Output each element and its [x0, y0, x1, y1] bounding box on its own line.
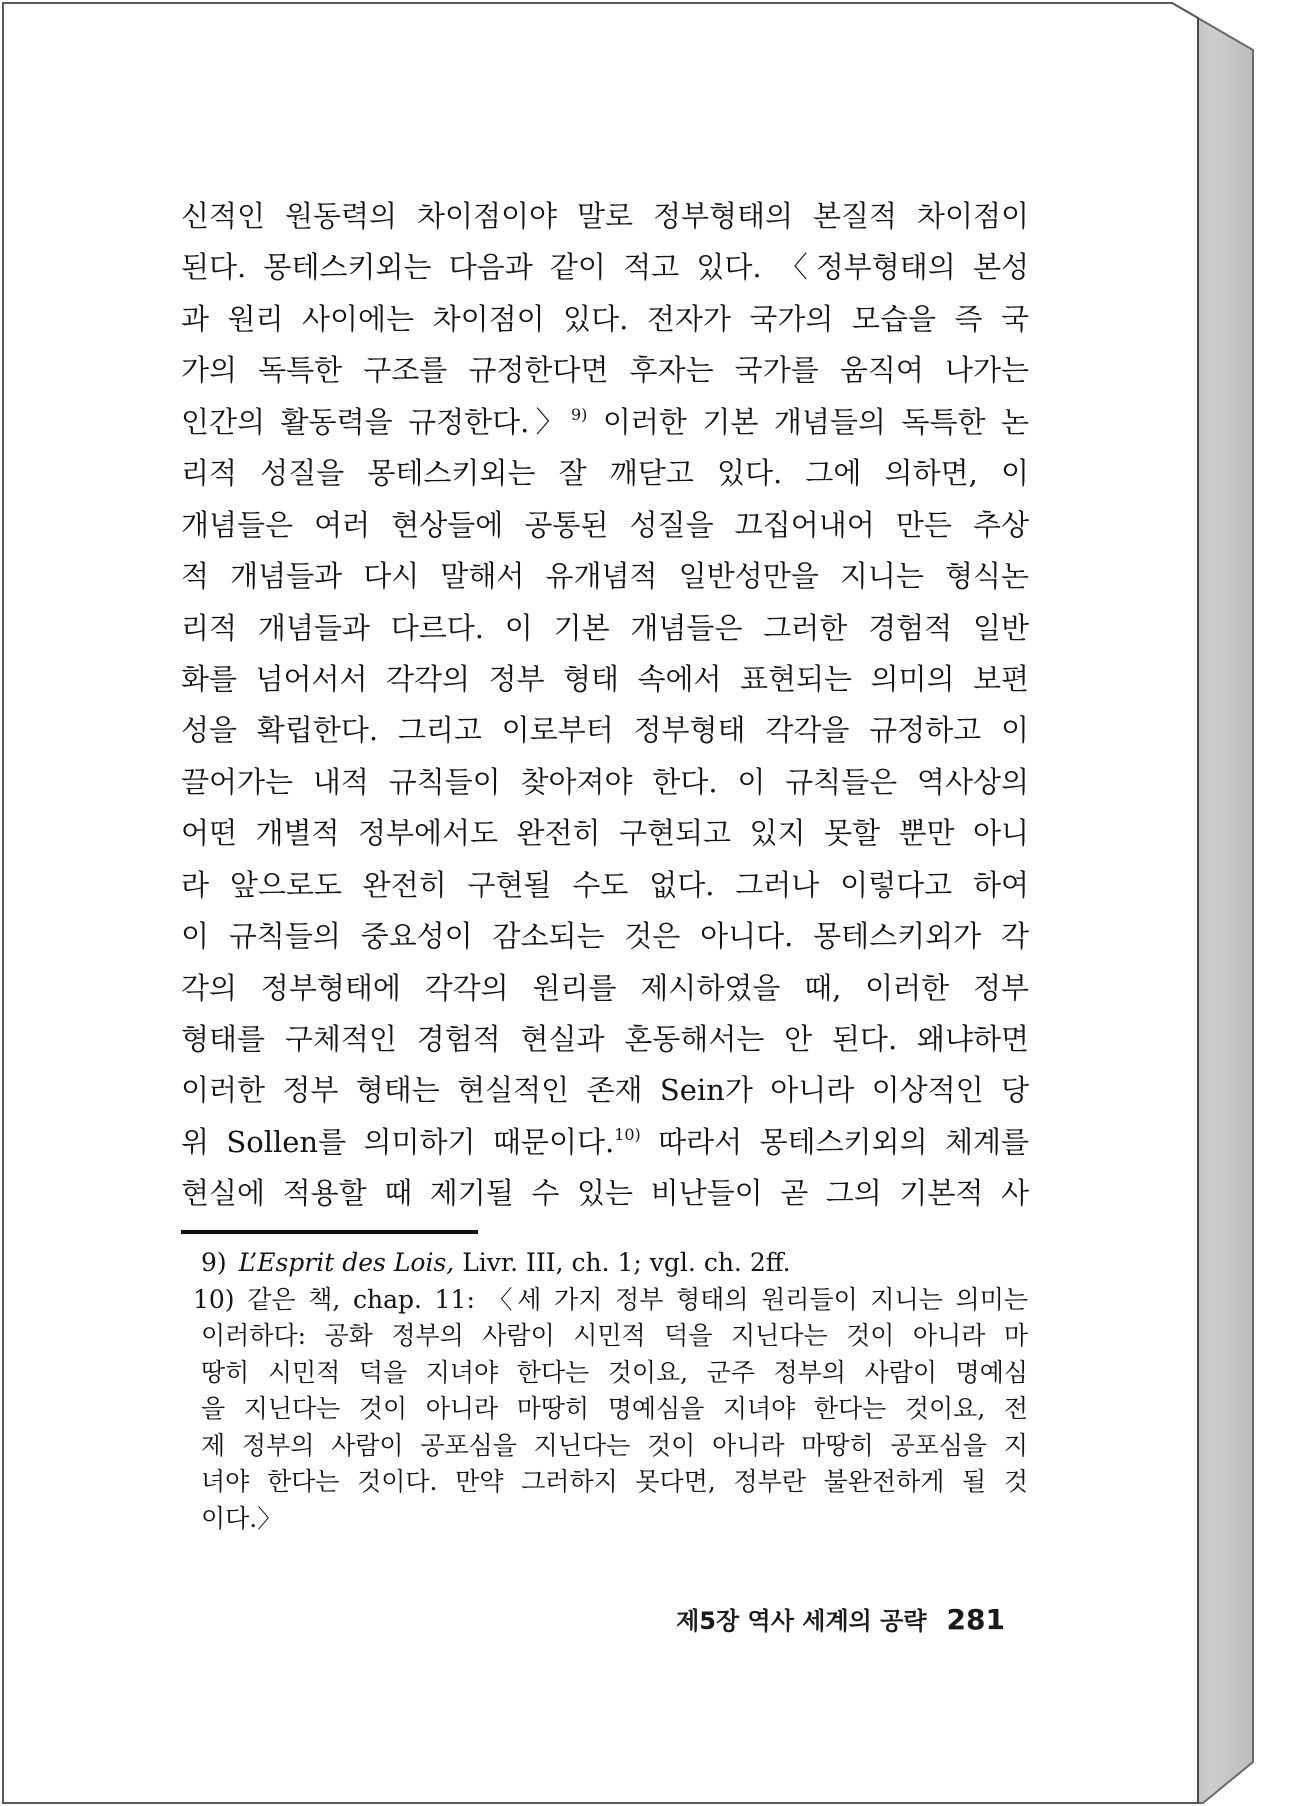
chapter-title: 제5장 역사 세계의 공략: [676, 1607, 927, 1635]
body-line: 신적인 원동력의 차이점이야 말로 정부형태의 본질적 차이점이: [181, 199, 1029, 233]
body-line: 라 앞으로도 완전히 구현될 수도 없다. 그러나 이렇다고 하여: [181, 867, 1029, 902]
body-line-text: 인간의 활동력을 규정한다.〉: [181, 404, 571, 439]
body-line: 과 원리 사이에는 차이점이 있다. 전자가 국가의 모습을 즉 국: [181, 301, 1029, 336]
body-line: 이 규칙들의 중요성이 감소되는 것은 아니다. 몽테스키외가 각: [181, 919, 1029, 954]
body-line: 적 개념들과 다시 말해서 유개념적 일반성만을 지니는 형식논: [181, 559, 1029, 594]
footnote-ref-9: 9): [570, 404, 588, 424]
running-footer: [676, 1600, 1005, 1640]
body-line: 된다. 몽테스키외는 다음과 같이 적고 있다. 〈정부형태의 본성: [181, 250, 1029, 285]
body-line: 리적 개념들과 다르다. 이 기본 개념들은 그러한 경험적 일반: [181, 610, 1029, 645]
footnote-label: 10): [193, 1284, 235, 1314]
body-line: 성을 확립한다. 그리고 이로부터 정부형태 각각을 규정하고 이: [181, 713, 1029, 748]
body-line-text-rest: 따라서 몽테스키외의 체계를: [640, 1124, 1029, 1159]
footnote-10-line: 이러하다: 공화 정부의 사람이 시민적 덕을 지닌다는 것이 아니라 마: [201, 1321, 1028, 1350]
body-line: 화를 넘어서서 각각의 정부 형태 속에서 표현되는 의미의 보편: [181, 661, 1029, 696]
body-line: 개념들은 여러 현상들에 공통된 성질을 끄집어내어 만든 추상: [181, 507, 1029, 542]
body-line: 이러한 정부 형태는 현실적인 존재 Sein가 아니라 이상적인 당: [181, 1073, 1029, 1108]
body-line-text: 위 Sollen를 의미하기 때문이다.: [181, 1124, 615, 1159]
footnote-separator: [181, 1230, 478, 1234]
body-text: [181, 191, 1029, 1220]
footnote-text: 같은 책, chap. 11: 〈세 가지 정부 형태의 원리들이 지니는 의미는: [247, 1284, 1029, 1314]
body-line: [181, 397, 1029, 448]
footnote-10-line: 을 지닌다는 것이 아니라 마땅히 명예심을 지녀야 한다는 것이요, 전: [201, 1394, 1028, 1423]
body-line: 현실에 적용할 때 제기될 수 있는 비난들이 곧 그의 기본적 사: [181, 1176, 1029, 1211]
footnote-10-line: 땅히 시민적 덕을 지녀야 한다는 것이요, 군주 정부의 사람이 명예심: [201, 1357, 1028, 1387]
footnote-9: [201, 1245, 1028, 1282]
footnote-10-line: 녀야 한다는 것이다. 만약 그러하지 못다면, 정부란 불완전하게 될 것: [201, 1467, 1028, 1496]
footnote-label: 9): [201, 1248, 227, 1277]
footnote-text: Livr. III, ch. 1; vgl. ch. 2ff.: [454, 1248, 791, 1277]
footnote-10-line: 제 정부의 사람이 공포심을 지닌다는 것이 아니라 마땅히 공포심을 지: [201, 1430, 1028, 1460]
body-line: 어떤 개별적 정부에서도 완전히 구현되고 있지 못할 뿐만 아니: [181, 816, 1029, 851]
footnotes: [193, 1245, 1029, 1537]
body-line: 가의 독특한 구조를 규정한다면 후자는 국가를 움직여 나가는: [181, 353, 1029, 388]
body-line: [181, 1117, 1029, 1168]
footnote-book-title: L’Esprit des Lois,: [238, 1248, 455, 1277]
body-line: 각의 정부형태에 각각의 원리를 제시하였을 때, 이러한 정부: [181, 970, 1029, 1005]
page-number: 281: [946, 1603, 1005, 1636]
body-line-text-rest: 이러한 기본 개념들의 독특한 논: [587, 404, 1030, 439]
footnote-10-line: 이다.〉: [201, 1503, 283, 1533]
footnote-10-line: [193, 1282, 1028, 1319]
body-line: 리적 성질을 몽테스키외는 잘 깨닫고 있다. 그에 의하면, 이: [181, 456, 1029, 491]
body-line: 형태를 구체적인 경험적 현실과 혼동해서는 안 된다. 왜냐하면: [181, 1022, 1029, 1056]
footnote-ref-10: 10): [614, 1124, 641, 1144]
body-line: 끌어가는 내적 규칙들이 찾아져야 한다. 이 규칙들은 역사상의: [181, 764, 1029, 799]
